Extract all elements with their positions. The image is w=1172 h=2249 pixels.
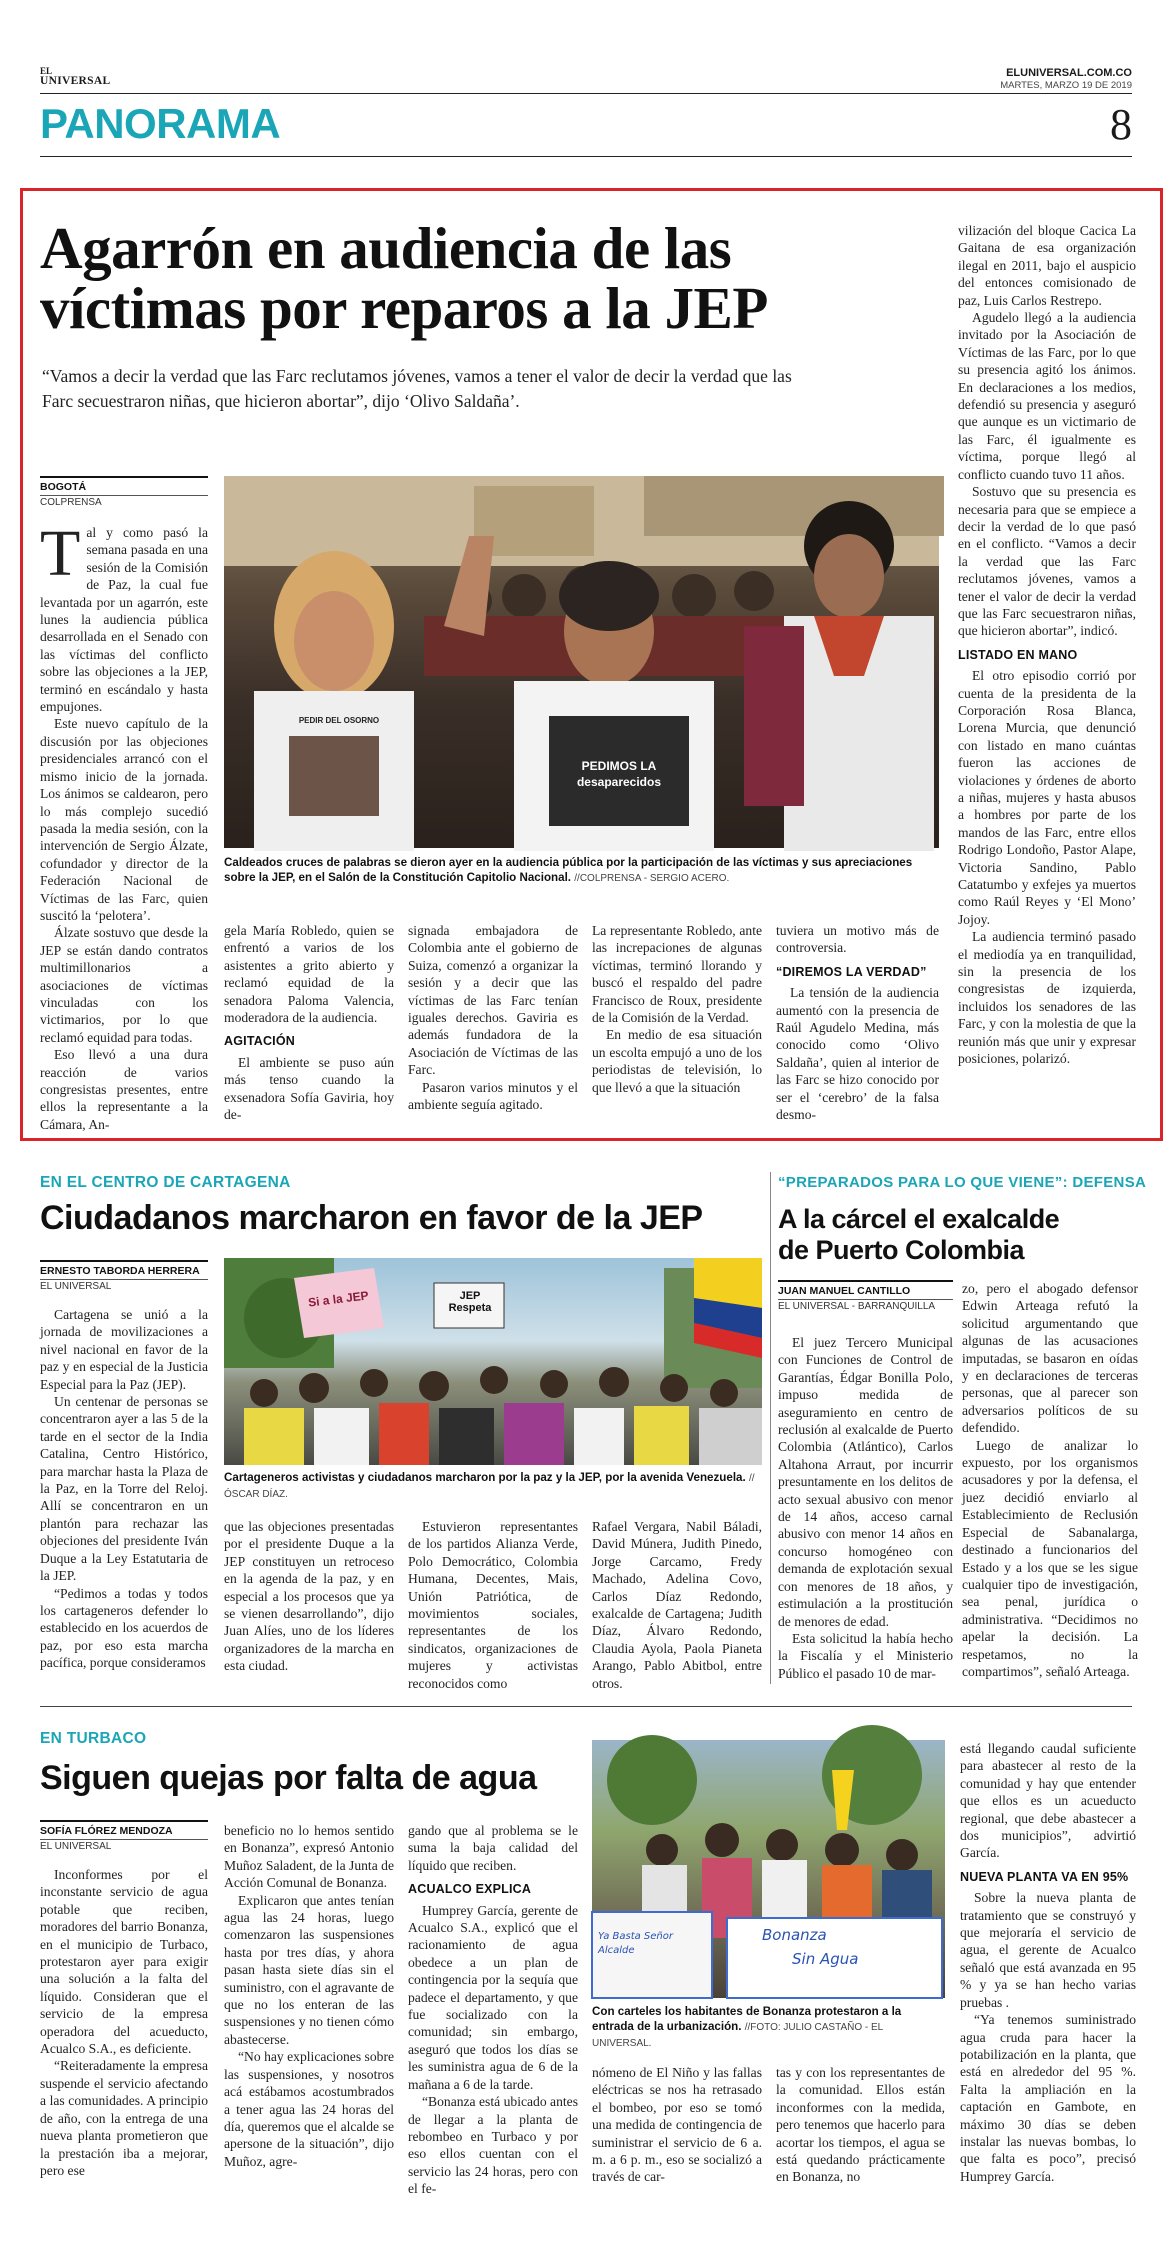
puerto-col2-p1: zo, pero el abogado defensor Edwin Arteaga refutó la solicitud argumentando que algunas de las acusaciones imputadas, se basaron en oídas y en declaraciones de terceras personas, que al parecer son adversarios políticos de su defendido. [962,1281,1138,1436]
lead-col4-p2: En medio de esa situación un escolta empujó a uno de los periodistas de televisión, lo que llevó a que la situación [592,1027,762,1095]
puerto-headline [778,1204,1138,1266]
turbaco-col-1 [40,1866,208,2228]
puerto-col1-p1: El juez Tercero Municipal con Funciones de Control de Garantías, Édgar Bonilla Polo, impuso medida de aseguramiento en centro de reclusión al exalcalde de Puerto Colombia (Atlántico), Carlos Altahona Arraut, por incurrir presuntamente en los delitos de acto sexual abusivo con menor de 14 años, acceso carnal abusivo con menor 14 años en concurso homogéneo con demanda de explotación sexual con menores de 18 años, y estimulación a la prostitución de menores de edad. [778,1335,953,1629]
lead-caption-credit: //COLPRENSA - SERGIO ACERO. [574,873,730,884]
lead-col-3 [408,922,578,1118]
lead-deck: “Vamos a decir la verdad que las Farc reclutamos jóvenes, vamos a tener el valor de decir la verdad que las Farc secuestraron niñas, que hicieron abortar”, dijo ‘Olivo Saldaña’. [42,366,792,411]
cartagena-sign-1: Si a la JEP [307,1288,370,1310]
lead-col1-p1: al y como pasó la semana pasada en una sesión de la Comisión de Paz, la cual fue levantada por un agarrón, este lunes la audiencia pública desarrollada en el Senado con las víctimas del conflicto sobre las objeciones a la JEP, terminó en escándalo y hasta empujones. [40,525,208,715]
turbaco-caption-credit: //FOTO: JULIO CASTAÑO - EL UNIVERSAL. [592,2022,883,2049]
cartagena-col-3 [408,1518,578,1691]
puerto-headline-line1: A la cárcel el exalcalde [778,1204,1060,1234]
puerto-byline-name: JUAN MANUEL CANTILLO [778,1280,953,1297]
masthead [40,0,1132,165]
lead-right-p5: La audiencia terminó pasado el mediodía ya en tranquilidad, sin la presencia de los congresistas de izquierda, incluidos los senadores de las Farc, y con la molestia de que la reunión más que unir y expresar posiciones, polarizó. [958,929,1136,1067]
turbaco-byline-name: SOFÍA FLÓREZ MENDOZA [40,1820,208,1837]
puerto-byline-org: EL UNIVERSAL - BARRANQUILLA [778,1299,953,1312]
column-divider [770,1172,771,1684]
cartagena-col1-p2: Un centenar de personas se concentraron ayer a las 5 de la tarde en el sector de la India Catalina, Centro Histórico, para marchar hasta la Plaza de la Paz, en la Torre del Reloj. Allí se concentraron en un plantón para rechazar las objeciones del presidente Iván Duque a la Ley Estatutaria de la JEP. [40,1394,208,1584]
lead-photo-banner [554,758,684,790]
turbaco-photo-illustration [592,1740,945,1998]
turbaco-col2-p1: beneficio no lo hemos sentido en Bonanza”, expresó Antonio Muñoz Saladent, de la Junta de Acción Comunal de Bonanza. [224,1823,394,1891]
turbaco-byline [40,1820,208,1852]
banner-line2: desaparecidos [576,775,662,789]
turbaco-col3-p1: gando que al problema se le suma la baja calidad del líquido que reciben. [408,1823,578,1873]
lead-col1-p2: Este nuevo capítulo de la discusión por las objeciones presidenciales arrancó con el mismo inicio de la jornada. Los ánimos se caldearon, pero lo más complejo sucedió pasada la media sesión, con la intervención de Sergio Álzate, cofundador y director de la Federación Nacional de Víctimas de las Farc, quien suscitó la ‘pelotera’. [40,716,208,923]
lead-col5-p2: La tensión de la audiencia aumentó con la presencia de Raúl Agudelo Medina, más conocido como ‘Olivo Saldaña’, quien al interior de las Farc se hizo conocido por ser el ‘cerebro’ de la falsa desmo- [776,985,939,1123]
cartagena-col3-p1: Estuvieron representantes de los partidos Alianza Verde, Polo Democrático, Colombia Humana, Decentes, Mais, Unión Patriótica, de movimientos sociales, representantes de los sindicatos, organizaciones de mujeres y activistas reconocidos como [408,1519,578,1691]
turbaco-col-4 [592,2064,762,2228]
lead-subhead-verdad: “DIREMOS LA VERDAD” [776,964,927,979]
lead-photo [224,476,939,848]
turbaco-col2-p2: Explicaron que antes tenían agua las 24 horas, luego comenzaron las suspensiones hasta por tres días, y ahora pasan hasta siete días sin el suministro, con el agravante de que no los enteran de las suspensiones y no tienen cómo abastecerse. [224,1892,394,2047]
lead-col1-p4: Eso llevó a una dura reacción de varios congresistas presentes, entre ellos la representante a la Cámara, An- [40,1047,208,1132]
turbaco-col-5 [776,2064,945,2228]
turbaco-right-p1: está llegando caudal suficiente para abastecer al resto de la comunidad y hay que entender que ellos es un acueducto regional, que debe abastecer a dos municipios”, advirtió García. [960,1741,1136,1861]
cartagena-photo [224,1258,762,1465]
section-title: PANORAMA [40,100,281,147]
cartagena-col-4 [592,1518,762,1691]
turbaco-sign-3: Ya Basta Señor Alcalde [598,1931,673,1956]
lead-headline: Agarrón en audiencia de las víctimas por reparos a la JEP [40,215,768,341]
banner-line1: PEDIMOS LA [581,759,657,773]
lead-col3-p2: Pasaron varios minutos y el ambiente seguía agitado. [408,1079,578,1113]
logo [40,66,110,86]
puerto-col-1 [778,1334,953,1686]
lead-subhead-agitacion: AGITACIÓN [224,1034,296,1049]
turbaco-photo [592,1740,945,1998]
byline-org: COLPRENSA [40,495,208,508]
cartagena-headline: Ciudadanos marcharon en favor de la JEP [40,1199,703,1237]
turbaco-col-right [960,1740,1136,2228]
lead-right-p4: El otro episodio corrió por cuenta de la presidenta de la Corporación Rosa Blanca, Lorena Murcia, que denunció con listado en mano cuántas fueron las acciones de violaciones y órdenes de aborto a niñas, mujeres y hasta abusos a hombres por parte de los mandos de las Farc, entre ellos Rodrigo Londoño, Pastor Alape, Victoria Sandino, Pablo Catatumbo y exfejes ya muertos como Raúl Reyes y ‘El Mono’ Jojoy. [958,668,1136,927]
turbaco-col1-p1: Inconformes por el inconstante servicio de agua potable que reciben, moradores del barrio Bonanza, en el municipio de Turbaco, protestaron ayer para exigir una solución a la falta del líquido. Consideran que el servicio de la empresa operadora del acueducto, Acualco S.A., es deficiente. [40,1867,208,2057]
turbaco-sign-1: Bonanza [762,1926,827,1944]
puerto-kicker: “PREPARADOS PARA LO QUE VIENE”: DEFENSA [778,1174,1147,1191]
puerto-headline-line2: de Puerto Colombia [778,1235,1025,1265]
turbaco-headline: Siguen quejas por falta de agua [40,1759,537,1797]
cartagena-caption-credit: //ÓSCAR DÍAZ. [224,1473,755,1500]
cartagena-col1-p1: Cartagena se unió a la jornada de movilizaciones a nivel nacional en favor de la paz y en especial de la Justicia Especial para la Paz (JEP). [40,1307,208,1392]
turbaco-col5-p1: tas y con los representantes de la comunidad. Ellos están inconformes con la medida, pero tenemos que hacerlo para acortar los tiempos, el agua se está quedando prácticamente en Bonanza, no [776,2065,945,2185]
turbaco-caption-text: Con carteles los habitantes de Bonanza protestaron a la entrada de la urbanización. [592,2005,902,2033]
section-rule [40,156,1132,157]
turbaco-right-p2: Sobre la nueva planta de tratamiento que se construyó y que mejoraría el servicio de agua, el gerente de Acualco señaló que está avanzada en 95 % y ya se han hecho varias pruebas . [960,1890,1136,2010]
lead-col3-p1: signada embajadora de Colombia ante el gobierno de Suiza, comenzó a organizar la sesión y a decir que las víctimas de las Farc tenían iguales derechos. Gaviria es además fundadora de la Asociación de Víctimas de las Farc. [408,923,578,1078]
dropcap: T [40,517,81,590]
cartagena-col2-p1: que las objeciones presentadas por el presidente Duque a la JEP constituyen un retroceso en la agenda de la paz, y en especial a los procesos que ya se vienen desarrollando”, dijo Juan Alíes, uno de los líderes organizadores de la marcha en esta ciudad. [224,1519,394,1674]
lead-col-4 [592,922,762,1118]
turbaco-col1-p2: “Reiteradamente la empresa suspende el servicio afectando a las comunidades. A principio de año, con la entrega de una nueva planta prometieron que la prestación iba a mejorar, pero ese [40,2058,208,2178]
turbaco-col3-p2: Humprey García, gerente de Acualco S.A., explicó que el racionamiento de agua obedece a un plan de contingencia por la sequía que padece el departamento, y que fue socializado con la comunidad; sin embargo, aseguró que todos los días se les suministra agua de 6 de la mañana a 6 de la tarde. [408,1902,578,2092]
cartagena-kicker: EN EL CENTRO DE CARTAGENA [40,1174,291,1191]
puerto-col1-p2: Esta solicitud la había hecho la Fiscalía y el Ministerio Público el pasado 10 de mar- [778,1630,953,1681]
turbaco-byline-org: EL UNIVERSAL [40,1839,208,1852]
cartagena-caption [224,1470,762,1502]
puerto-col-2 [962,1280,1138,1686]
lead-col5-p1: tuviera un motivo más de controversia. [776,923,939,956]
turbaco-kicker: EN TURBACO [40,1730,147,1747]
lead-caption-text: Caldeados cruces de palabras se dieron ayer en la audiencia pública por la participación de las víctimas y sus apreciaciones sobre la JEP, en el Salón de la Constitución Capitolio Nacional. [224,856,913,884]
lead-col-5 [776,922,939,1123]
lead-right-p1: vilización del bloque Cacica La Gaitana de esa organización ilegal en 2011, bajo el auspicio del entonces comisionado de paz, Luis Carlos Restrepo. [958,223,1136,308]
puerto-col2-p2: Luego de analizar lo expuesto, por los organismos acusadores y por la defensa, el juez decidió enviarlo al Establecimiento de Reclusión Especial de Sabanalarga, destinado a funcionarios del Estado y a los que se les sigue cualquier tipo de investigación, sea penal, jurídica o administrativa. “Decidimos no apelar la decisión. La respetamos, no la compartimos”, señaló Arteaga. [962,1437,1138,1679]
lead-caption [224,855,939,886]
logo-top: EL [40,66,53,76]
lead-col-2 [224,922,394,1123]
lead-col4-p1: La representante Robledo, ante las increpaciones de algunas víctimas, terminó llorando y buscó el respaldo del padre Francisco de Roux, presidente de la Comisión de la Verdad. [592,923,762,1026]
lead-photo-illustration [224,476,939,848]
lead-col1-p3: Álzate sostuvo que desde la JEP se están dando contratos multimillonarios a asociaciones de víctimas vinculadas con los victimarios, por lo que reclamó equidad para todas. [40,925,208,1045]
lead-right-p3: Sostuvo que su presencia es necesaria para que se empiece a decir la verdad de lo que pasó en el conflicto. “Vamos a decir la verdad que las Farc reclutamos jóvenes, vamos a tener el valor de decir la verdad que las Farc secuestraron niñas, que hicieron abortar”, indicó. [958,484,1136,639]
page-date: MARTES, MARZO 19 DE 2019 [1000,80,1132,91]
turbaco-caption [592,2004,945,2051]
byline-place: BOGOTÁ [40,476,208,493]
lead-byline [40,476,208,508]
cartagena-byline-name: ERNESTO TABORDA HERRERA [40,1260,208,1277]
cartagena-byline-org: EL UNIVERSAL [40,1279,208,1292]
lead-photo-shirt-text: PEDIR DEL OSORNO [298,716,380,725]
turbaco-col3-p3: “Bonanza está ubicado antes de llegar a la planta de rebombeo en Turbaco y por eso ellos cuentan con el servicio las 24 horas, pero con el fe- [408,2094,578,2197]
cartagena-col4-p1: Rafael Vergara, Nabil Báladi, David Múnera, Judith Pinedo, Jorge Carcamo, Fredy Machado, Adelina Covo, Carlos Díaz Redondo, exalcalde de Cartagena; Judith Díaz, Álvaro Redondo, Claudia Ayola, Paola Pianeta Arango, Pablo Abitbol, entre otros. [592,1519,762,1691]
lead-subhead-listado: LISTADO EN MANO [958,647,1078,662]
cartagena-col-2 [224,1518,394,1686]
turbaco-col-2 [224,1822,394,2228]
turbaco-col2-p3: “No hay explicaciones sobre las suspensiones, y nosotros acá estábamos acostumbrados a tener agua las 24 horas del día, queremos que el alcalde se apersone de la situación”, dijo Muñoz, agre- [224,2049,394,2169]
turbaco-subhead-planta: NUEVA PLANTA VA EN 95% [960,1869,1129,1884]
section-divider [40,1706,1132,1707]
masthead-rule [40,93,1132,94]
cartagena-col-1 [40,1306,208,1686]
lead-col-1 [40,517,208,1132]
logo-bottom: UNIVERSAL [40,75,111,87]
lead-col-right [958,222,1136,1122]
turbaco-right-p3: “Ya tenemos suministrado agua cruda para hacer la potabilización en la planta, que está en alrededor del 95 %. Falta la ampliación en la captación en Gambote, en máximo 30 días se deben instalar las nuevas bombas, lo que falta es poco”, precisó Humprey García. [960,2012,1136,2184]
turbaco-sign-2: Sin Agua [792,1950,859,1968]
page-number: 8 [1110,100,1132,149]
turbaco-subhead-acualco: ACUALCO EXPLICA [408,1882,532,1897]
cartagena-col1-p3: “Pedimos a todas y todos los cartageneros defender lo establecido en los acuerdos de paz, por eso esta marcha pacífica, porque consideramos [40,1585,208,1671]
site-url: ELUNIVERSAL.COM.CO [1006,67,1132,79]
lead-col2-p1: gela María Robledo, quien se enfrentó a varios de los asistentes a grito abierto y reclamó equidad de la senadora Paloma Valencia, moderadora de la audiencia. [224,923,394,1026]
cartagena-sign-2: JEP Respeta [448,1290,492,1314]
lead-right-p2: Agudelo llegó a la audiencia invitado por la Asociación de Víctimas de las Farc, por lo que su presencia agitó los ánimos. En declaraciones a los medios, defendió su presencia y aseguró que aunque es un victimario de las Farc, él igualmente es víctima, porque llegó al conflicto cuando tuvo 11 años. [958,310,1136,482]
turbaco-col-3 [408,1822,578,2197]
lead-col2-p2: El ambiente se puso aún más tenso cuando la exsenadora Sofía Gaviria, hoy de- [224,1054,394,1123]
cartagena-caption-text: Cartageneros activistas y ciudadanos marcharon por la paz y la JEP, por la avenida Venezuela. [224,1471,746,1484]
turbaco-col4-p1: nómeno de El Niño y las fallas eléctricas se nos ha retrasado el bombeo, por eso se tomó una medida de contingencia de suministrar el servicio de 6 a. m. a 6 p. m., eso se socializó a través de car- [592,2065,762,2185]
puerto-byline [778,1280,953,1312]
cartagena-byline [40,1260,208,1292]
